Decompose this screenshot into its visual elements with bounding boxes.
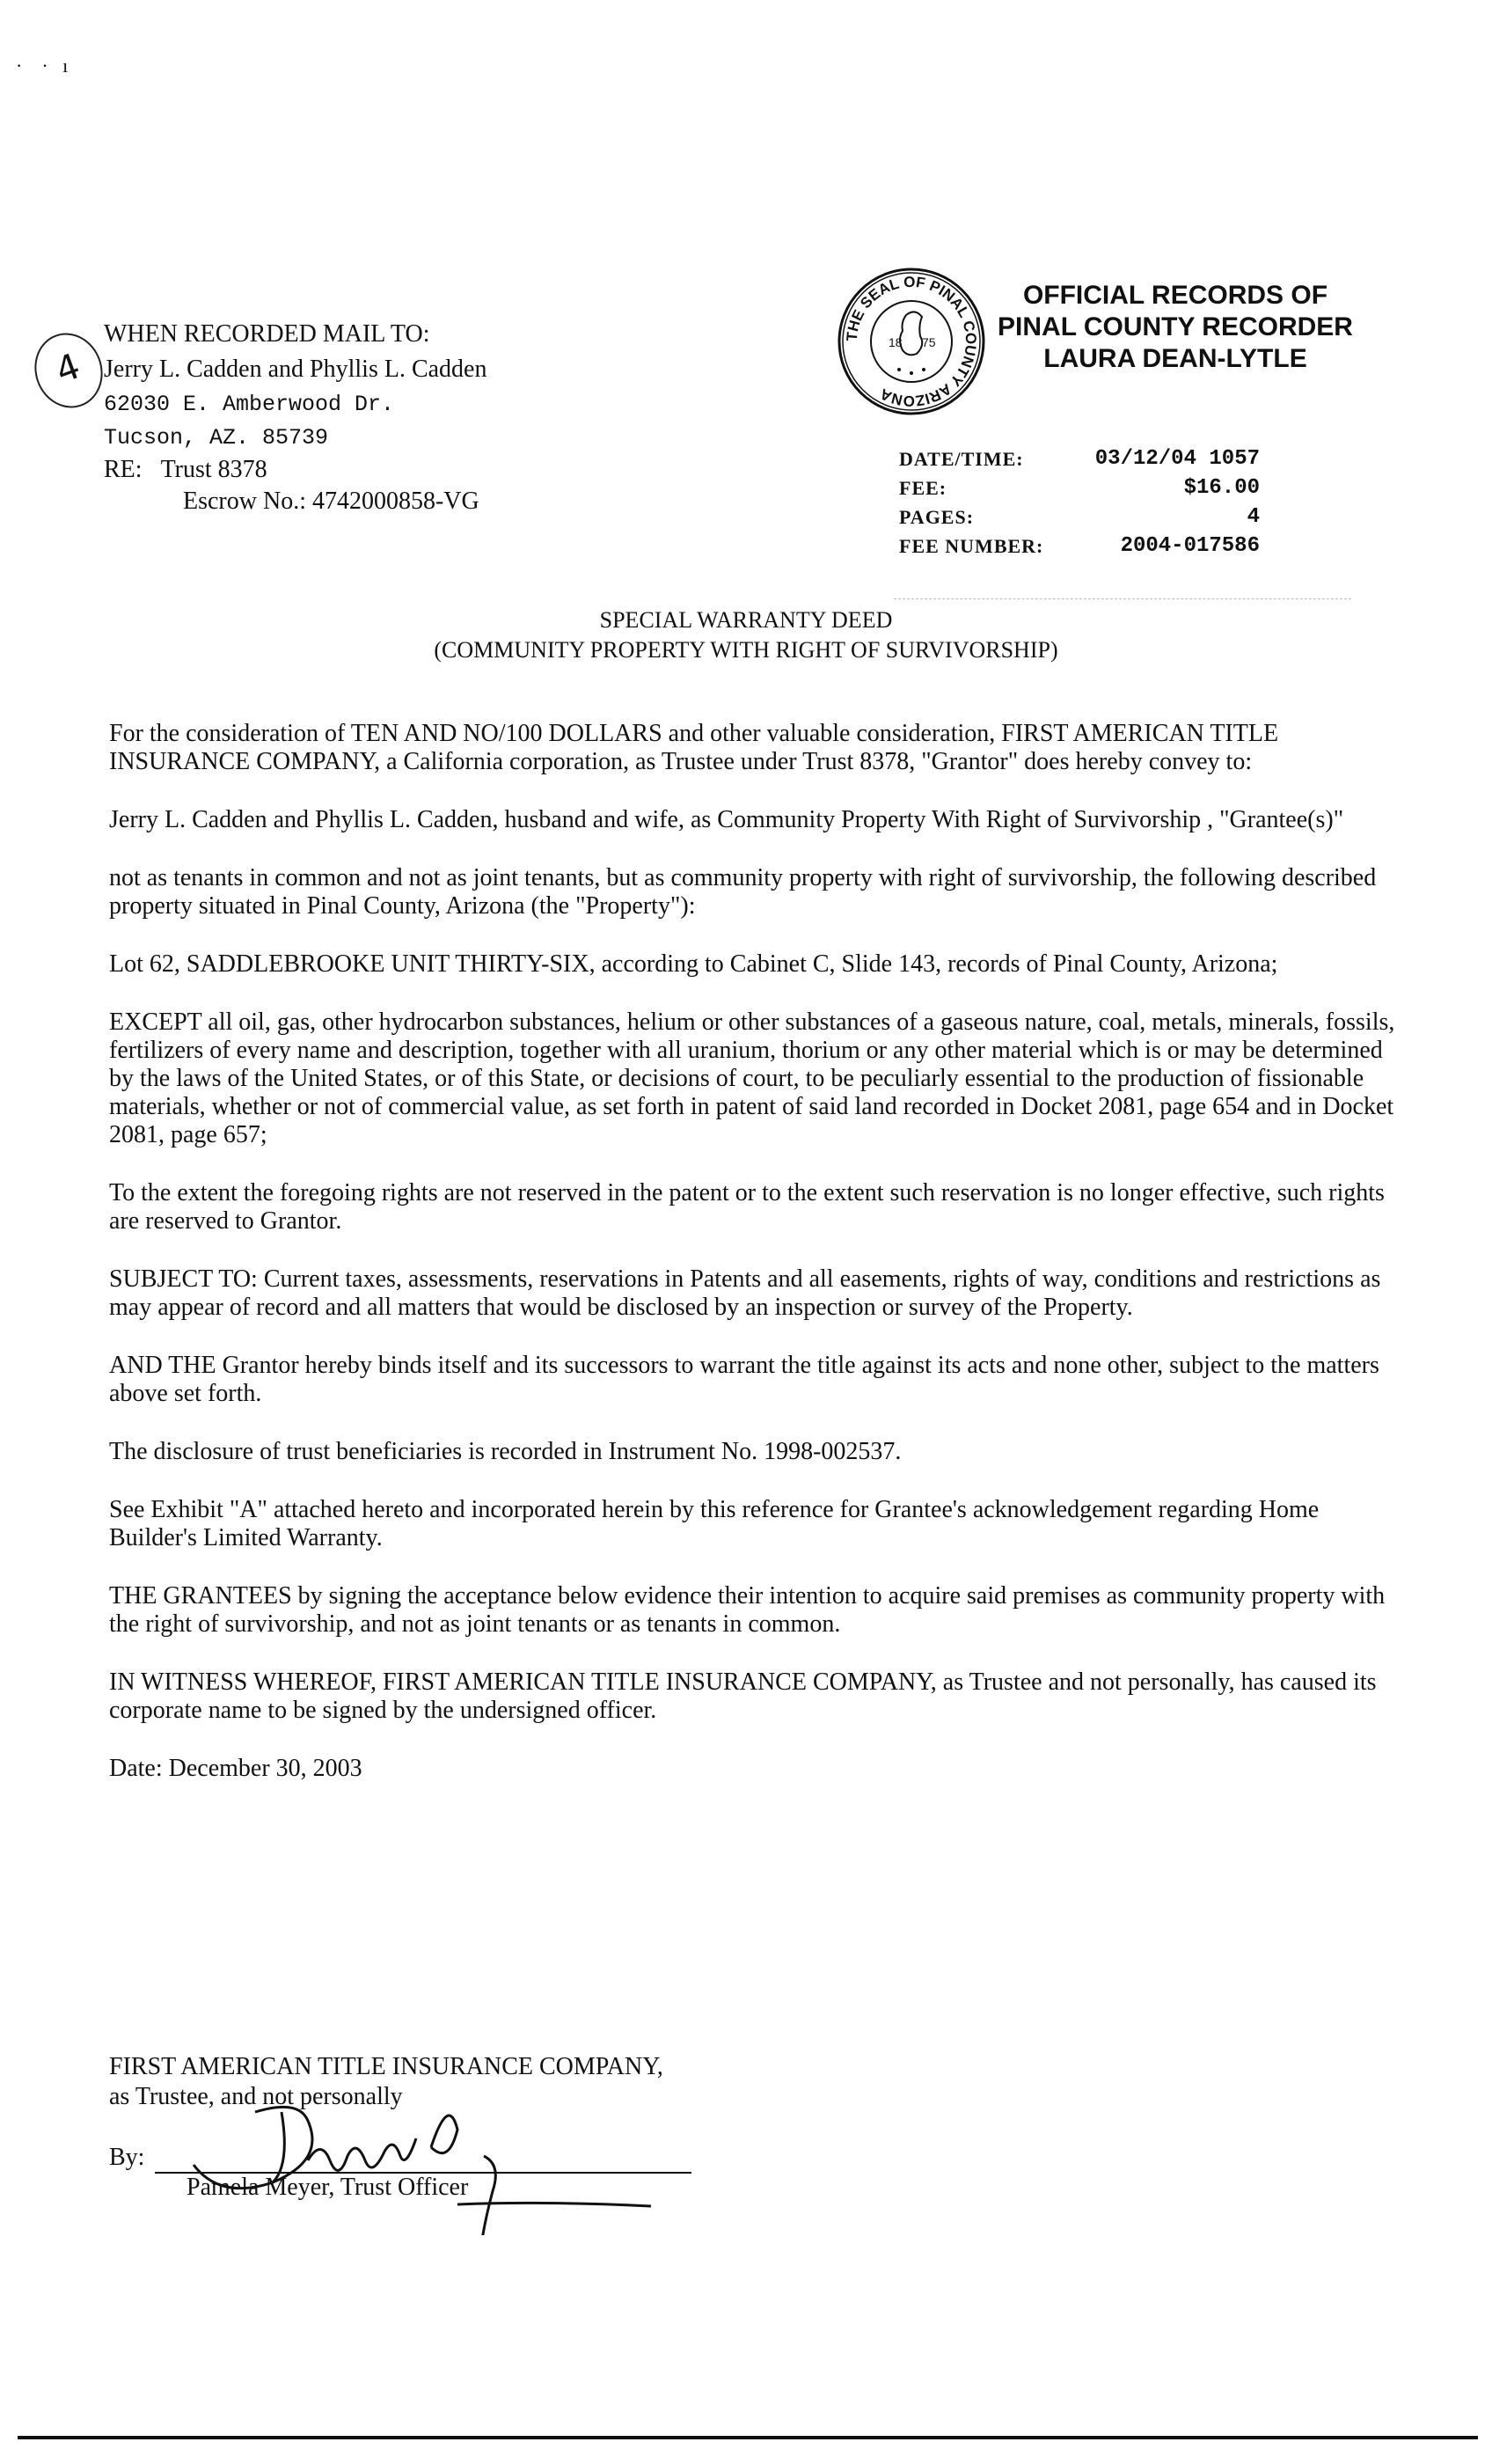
fee-value: $16.00 xyxy=(1183,476,1260,500)
paragraph-disclosure: The disclosure of trust beneficiaries is recorded in Instrument No. 1998-002537. xyxy=(109,1438,902,1465)
fee-label: FEE: xyxy=(899,477,947,499)
recorder-line-3: LAURA DEAN-LYTLE xyxy=(1043,344,1307,373)
paragraph-mineral-exception: EXCEPT all oil, gas, other hydrocarbon substances, helium or other substances of a gaseous nature, coal, metals, minerals, fossils, fertilizers of every name and description, together with all uranium, thorium or any other material which is or may be determined by the laws of the United States, or of this State, or decisions of court, to be peculiarly essential to the production of fissionable materials, whether or not of commercial value, as set forth in patent of said land recorded in Docket 2081, page 654 and in Docket 2081, page 657; xyxy=(109,1008,1395,1148)
pages-label: PAGES: xyxy=(899,506,975,528)
paragraph-grantees: Jerry L. Cadden and Phyllis L. Cadden, husband and wife, as Community Property With Right of Survivorship , "Grantee(s)" xyxy=(109,806,1344,833)
mail-to-name: Jerry L. Cadden and Phyllis L. Cadden xyxy=(104,356,487,383)
bottom-border xyxy=(18,2436,1478,2439)
paragraph-consideration: For the consideration of TEN AND NO/100 DOLLARS and other valuable consideration, FIRST AMERICAN TITLE INSURANCE COMPANY, a California corporation, as Trustee under Trust 8378, "Grantor" does hereby convey to: xyxy=(109,720,1279,775)
signer-name: Pamela Meyer, Trust Officer xyxy=(186,2174,469,2201)
paragraph-grantees-acceptance: THE GRANTEES by signing the acceptance below evidence their intention to acquire said premises as community property with the right of survivorship, and not as joint tenants or as tenants in common. xyxy=(109,1582,1386,1638)
return-address-block xyxy=(104,317,486,517)
date-time-value: 03/12/04 1057 xyxy=(1094,447,1260,471)
paragraph-witness: IN WITNESS WHEREOF, FIRST AMERICAN TITLE INSURANCE COMPANY, as Trustee and not personally, has caused its corporate name to be signed by the undersigned officer. xyxy=(109,1668,1377,1724)
paragraph-subject-to: SUBJECT TO: Current taxes, assessments, reservations in Patents and all easements, rights of way, conditions and restrictions as may appear of record and all matters that would be disclosed by an inspection or survey of the Property. xyxy=(109,1265,1381,1321)
when-recorded-label: WHEN RECORDED MAIL TO: xyxy=(104,320,430,348)
re-trust: Trust 8378 xyxy=(160,456,267,483)
fee-number-label: FEE NUMBER: xyxy=(899,535,1044,557)
deed-title xyxy=(0,605,1492,665)
faint-divider xyxy=(894,598,1351,599)
deed-title-line-2: (COMMUNITY PROPERTY WITH RIGHT OF SURVIVORSHIP) xyxy=(434,637,1058,663)
pages-value: 4 xyxy=(1247,505,1260,529)
deed-body xyxy=(109,720,1411,1813)
re-line xyxy=(104,454,486,486)
address-line-2: Tucson, AZ. 85739 xyxy=(104,425,329,451)
re-label: RE: xyxy=(104,456,143,483)
signing-company: FIRST AMERICAN TITLE INSURANCE COMPANY, xyxy=(109,2053,663,2080)
deed-title-line-1: SPECIAL WARRANTY DEED xyxy=(599,607,893,633)
date-line: Date: December 30, 2003 xyxy=(109,1755,362,1782)
county-seal-icon xyxy=(836,266,987,417)
recorder-header xyxy=(982,280,1369,375)
signing-capacity: as Trustee, and not personally xyxy=(109,2083,403,2110)
paragraph-exhibit: See Exhibit "A" attached hereto and incorporated herein by this reference for Grantee's acknowledgement regarding Home Builder's Limited Warranty. xyxy=(109,1496,1320,1551)
circled-page-mark: 4 xyxy=(25,324,113,418)
seal-year-left: 18 xyxy=(889,335,903,349)
address-line-1: 62030 E. Amberwood Dr. xyxy=(104,392,395,417)
escrow-number: Escrow No.: 4742000858-VG xyxy=(183,488,479,515)
fee-number-value: 2004-017586 xyxy=(1120,534,1260,558)
scan-specks: · · ı xyxy=(16,55,69,77)
recorder-line-1: OFFICIAL RECORDS OF xyxy=(1022,281,1328,310)
recorder-line-2: PINAL COUNTY RECORDER xyxy=(998,312,1353,341)
handwritten-signature-icon xyxy=(176,2077,669,2235)
paragraph-legal-description: Lot 62, SADDLEBROOKE UNIT THIRTY-SIX, according to Cabinet C, Slide 143, records of Pinal County, Arizona; xyxy=(109,950,1278,978)
seal-year-right: 75 xyxy=(922,335,936,349)
svg-text:THE SEAL OF PINAL COUNTY ARIZO xyxy=(844,274,979,409)
by-label: By: xyxy=(109,2144,145,2171)
paragraph-reservation: To the extent the foregoing rights are not reserved in the patent or to the extent such reservation is no longer effective, such rights are reserved to Grantor. xyxy=(109,1179,1385,1235)
date-time-label: DATE/TIME: xyxy=(899,448,1024,470)
recording-info xyxy=(899,444,1260,561)
seal-text: THE SEAL OF PINAL COUNTY ARIZONA xyxy=(843,273,980,410)
paragraph-tenancy: not as tenants in common and not as joint tenants, but as community property with right of survivorship, the following described property situated in Pinal County, Arizona (the "Property"): xyxy=(109,864,1377,920)
paragraph-warranty: AND THE Grantor hereby binds itself and its successors to warrant the title against its acts and none other, subject to the matters above set forth. xyxy=(109,1352,1379,1407)
